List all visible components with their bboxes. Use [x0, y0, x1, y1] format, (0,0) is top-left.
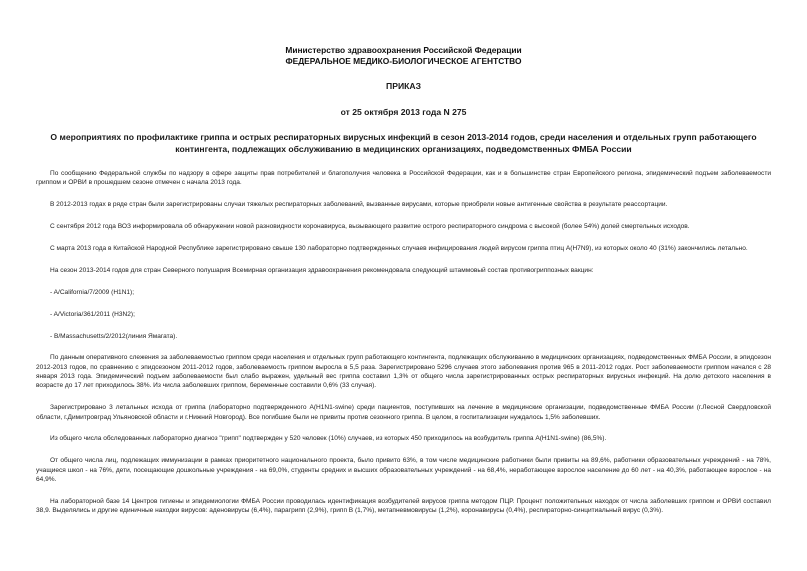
order-subject: О мероприятиях по профилактике гриппа и острых респираторных вирусных инфекций в сезон 2013-2014 годов, среди населения и отдельных групп работающего контингента, подлежащих обслуживанию в медицинских организациях, подведомственных ФМБА России: [50, 132, 757, 154]
document-body: [36, 169, 771, 515]
paragraph-immunization: От общего числа лиц, подлежащих иммунизации в рамках приоритетного национального проекта, было привито 63%, в том числе медицинские работники были привиты на 89,6%, работники образовательных учреждений - на 78%, учащиеся школ - на 76%, дети, посещающие дошкольные учреждения - на 69,0%, студенты средних и высших образовательных учреждений - на 68,4%, неработающее взрослое население до 60 лет - на 40,3%, работающее взрослое - на 64,9%.: [36, 457, 771, 483]
paragraph-pcr: На лабораторной базе 14 Центров гигиены и эпидемиологии ФМБА России проводилась идентификация возбудителей вирусов гриппа методом ПЦР. Процент положительных находок от числа заболевших гриппом и ОРВИ составил 38,9. Выделялись и другие единичные находки вирусов: аденовирусы (6,4%), парагрипп (2,9%), грипп В (1,7%), метапневмовирусы (1,2%), коронавирусы (0,4%), респираторно-синцитиальный вирус (0,3%).: [36, 497, 771, 515]
paragraph-morbidity: По данным оперативного слежения за заболеваемостью гриппом среди населения и отдельных групп работающего контингента, подлежащих обслуживанию в медицинских организациях, подведомственных ФМБА России, в эпидсезон 2012-2013 годов, по сравнению с эпидсезоном 2011-2012 годов, заболеваемость гриппом выросла в 5,5 раза. Зарегистрировано 5296 случаев этого заболевания против 965 в 2011-2012 годах. Рост заболеваемости гриппом начался с 28 января 2013 года. Эпидемический подъем заболеваемости был слабо выражен, удельный вес гриппа составил 1,3% от общего числа зарегистрированных острых респираторных вирусных инфекций. На долю детского населения в возрасте до 17 лет приходилось 38%. Из числа заболевших гриппом, беременные составили 0,6% (33 случая).: [36, 354, 771, 390]
list-item: - B/Massachusetts/2/2012(линия Ямагата).: [50, 332, 178, 340]
order-title: ПРИКАЗ: [386, 81, 421, 91]
paragraph-intro: По сообщению Федеральной службы по надзору в сфере защиты прав потребителей и благополучия человека в Российской Федерации, как и в большинстве стран Европейского региона, эпидемический подъем заболеваемости гриппом и ОРВИ в прошедшем сезоне отмечен с начала 2013 года.: [36, 170, 771, 187]
agency-name: ФЕДЕРАЛЬНОЕ МЕДИКО-БИОЛОГИЧЕСКОЕ АГЕНТСТВО: [285, 56, 522, 66]
list-item: - A/California/7/2009 (H1N1);: [50, 288, 135, 296]
paragraph-lab-confirmed: Из общего числа обследованных лабораторно диагноз "грипп" подтвержден у 520 человек (10%) случаев, из которых 450 приходилось на возбудитель гриппа A(H1N1-swine) (86,5%).: [50, 435, 607, 443]
paragraph-coronavirus: С сентября 2012 года ВОЗ информировала об обнаружении новой разновидности коронавируса, вызывающего развитие острого респираторного синдрома с высокой (более 54%) долей смертельных исходов.: [50, 223, 690, 231]
document-header: [36, 0, 771, 118]
paragraph-vaccine-composition: На сезон 2013-2014 годов для стран Северного полушария Всемирная организация здравоохранения рекомендовала следующий штаммовый состав противогриппозных вакцин:: [50, 266, 594, 274]
paragraph-h7n9: С марта 2013 года в Китайской Народной Республике зарегистрировано свыше 130 лабораторно подтвержденных случаев инфицирования людей вирусом гриппа птиц A(H7N9), из которых около 40 (31%) закончились летально.: [50, 244, 748, 252]
paragraph-reassortment: В 2012-2013 годах в ряде стран были зарегистрированы случаи тяжелых респираторных заболеваний, вызванные вирусами, которые приобрели новые антигенные свойства в результате реассортации.: [50, 201, 668, 209]
order-date: от 25 октября 2013 года N 275: [340, 107, 467, 117]
ministry-name: Министерство здравоохранения Российской Федерации: [285, 45, 522, 55]
list-item: - A/Victoria/361/2011 (H3N2);: [50, 310, 135, 318]
paragraph-fatal-cases: Зарегистрировано 3 летальных исхода от гриппа (лабораторно подтвержденного A(H1N1-swine) среди пациентов, поступивших на лечение в медицинские организации, подведомственные ФМБА России (г.Лесной Свердловской области, г.Димитровград Ульяновской области и г.Нижний Новгород). Все погибшие были не привиты против сезонного гриппа. В целом, в госпитализации нуждалось 1,5% заболевших.: [36, 404, 771, 421]
